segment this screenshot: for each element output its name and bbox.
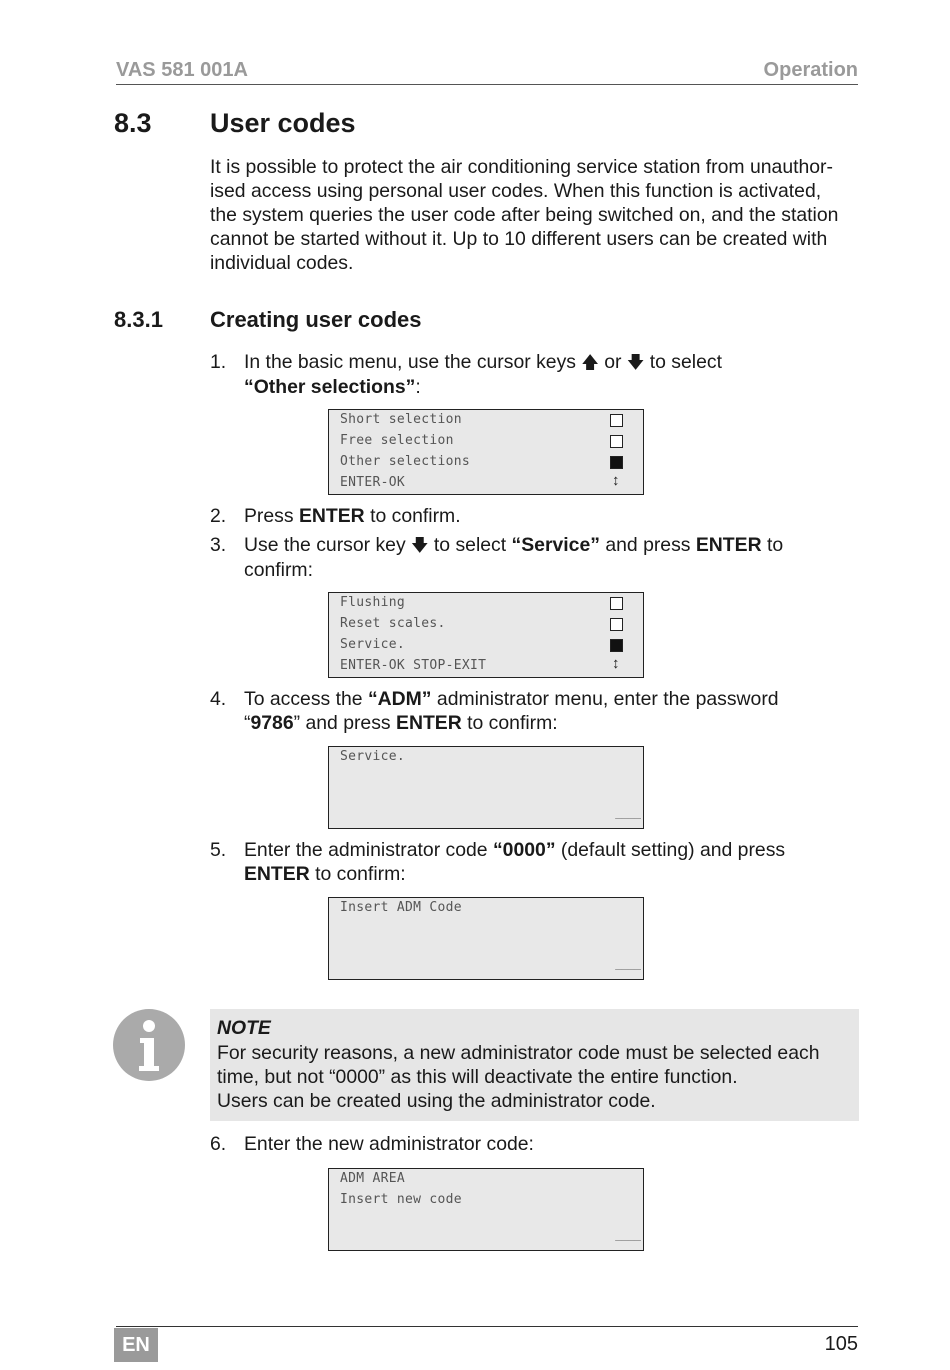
display-insert-adm-code [328,897,644,980]
step-number: 6. [210,1133,227,1155]
display-row: Other selections [340,454,471,469]
checkbox-filled-icon [610,639,623,652]
step-number: 3. [210,534,227,556]
step-number: 2. [210,505,227,527]
arrow-down-icon: 🡇 [411,536,429,555]
display-adm-area [328,1168,644,1251]
intro-line: cannot be started without it. Up to 10 different users can be created with [210,228,828,250]
display-row: Free selection [340,433,454,448]
code-entry-field: ____ [615,805,640,819]
note-text: For security reasons, a new administrator code must be selected each time, but not “0000” as this will deactivate the entire function. Users can be created using the administrator code. [217,1042,820,1112]
display-basic-menu [328,409,644,495]
display-row: Insert ADM Code [340,900,462,915]
display-row: Insert new code [340,1192,462,1207]
display-service-menu [328,592,644,678]
checkbox-filled-icon [610,456,623,469]
display-row: ADM AREA [340,1171,406,1186]
checkbox-icon [610,597,623,610]
note-box [210,1009,859,1121]
display-row: Short selection [340,412,462,427]
display-service-password [328,746,644,829]
code-entry-field: ____ [615,956,640,970]
intro-line: It is possible to protect the air conditioning service station from unauthor- [210,156,833,178]
language-badge: EN [114,1328,158,1362]
header-section: Operation [763,59,858,81]
section-title: User codes [210,108,356,138]
display-row: ENTER-OK STOP-EXIT [340,658,487,673]
header-rule [116,84,858,85]
arrow-down-icon: 🡇 [626,353,645,372]
intro-line: the system queries the user code after being switched on, and the station [210,204,839,226]
code-entry-field: ____ [615,1227,640,1241]
subsection-number: 8.3.1 [114,307,163,332]
info-icon [113,1009,185,1081]
display-row: Service. [340,637,406,652]
checkbox-icon [610,435,623,448]
step-number: 1. [210,351,227,373]
step-number: 4. [210,688,227,710]
intro-line: individual codes. [210,252,354,274]
up-down-arrow-icon: ↕ [612,472,620,489]
note-title: NOTE [217,1017,271,1039]
header-doc-id: VAS 581 001A [116,59,248,81]
intro-paragraph [210,155,860,275]
display-row: Reset scales. [340,616,446,631]
display-row: ENTER-OK [340,475,406,490]
up-down-arrow-icon: ↕ [612,655,620,672]
footer-rule [116,1326,858,1327]
step-number: 5. [210,839,227,861]
arrow-up-icon: 🡅 [581,353,599,372]
section-number: 8.3 [114,108,152,138]
display-row: Flushing [340,595,406,610]
display-row: Service. [340,749,406,764]
subsection-title: Creating user codes [210,307,422,332]
page-number: 105 [824,1333,858,1355]
checkbox-icon [610,414,623,427]
intro-line: ised access using personal user codes. When this function is activated, [210,180,822,202]
checkbox-icon [610,618,623,631]
